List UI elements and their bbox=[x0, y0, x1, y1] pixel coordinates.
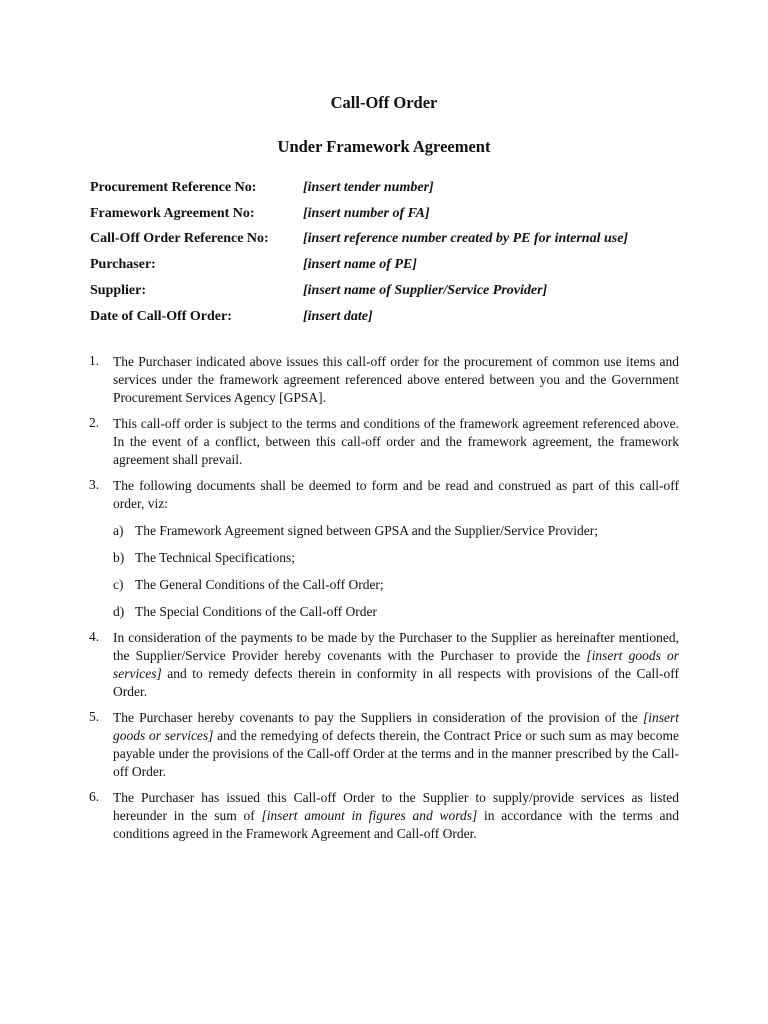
sub-item-text: The Framework Agreement signed between GPSA and the Supplier/Service Provider; bbox=[135, 523, 599, 538]
field-label: Call-Off Order Reference No: bbox=[90, 231, 269, 247]
field-label: Procurement Reference No: bbox=[90, 179, 257, 195]
clause-6 bbox=[89, 789, 679, 843]
sub-item-letter: c) bbox=[113, 577, 124, 592]
clause-text-post: and to remedy defects therein in conformity in all respects with provisions of the Call-off Order. bbox=[113, 666, 679, 699]
clause-placeholder: [insert amount in figures and words] bbox=[261, 808, 478, 823]
clause-text-pre: The Purchaser hereby covenants to pay the Suppliers in consideration of the provision of the bbox=[113, 710, 643, 725]
field-value: [insert date] bbox=[303, 308, 373, 324]
clause-4 bbox=[89, 629, 679, 701]
field-value: [insert name of Supplier/Service Provider] bbox=[303, 283, 548, 299]
clause-body bbox=[113, 477, 679, 621]
reference-fields bbox=[90, 175, 690, 330]
field-value: [insert name of PE] bbox=[303, 257, 417, 273]
clause-placeholder: [insert goods or services] bbox=[113, 648, 679, 681]
sub-item-d bbox=[113, 603, 679, 621]
field-label: Supplier: bbox=[90, 283, 147, 299]
clause-placeholder: [insert goods or services] bbox=[113, 710, 679, 743]
sub-item-text: The Technical Specifications; bbox=[135, 550, 295, 565]
field-supplier bbox=[90, 278, 690, 304]
clause-text-post: in accordance with the terms and conditions agreed in the Framework Agreement and Call-off Order. bbox=[113, 808, 679, 841]
clause-text bbox=[113, 629, 679, 701]
field-framework-agreement bbox=[90, 201, 690, 227]
clause-text-pre: In consideration of the payments to be made by the Purchaser to the Supplier as hereinafter mentioned, the Supplier/Service Provider hereby covenants with the Purchaser to provide the bbox=[113, 630, 679, 663]
clause-number: 3. bbox=[89, 477, 100, 492]
clause-text: The Purchaser indicated above issues this call-off order for the procurement of common use items and services under the framework agreement referenced above entered between you and the Government Procurement Services Agency [GPSA]. bbox=[113, 354, 679, 405]
sub-item-list bbox=[113, 522, 679, 621]
field-label: Framework Agreement No: bbox=[90, 205, 255, 221]
clause-2 bbox=[89, 415, 679, 469]
field-date bbox=[90, 304, 690, 330]
clause-text-post: and the remedying of defects therein, the Contract Price or such sum as may become payable under the provisions of the Call-off Order at the terms and in the manner prescribed by the Call-off Order. bbox=[113, 728, 679, 779]
clause-number: 4. bbox=[89, 629, 100, 644]
sub-item-text: The Special Conditions of the Call-off Order bbox=[135, 604, 377, 619]
field-label: Date of Call-Off Order: bbox=[90, 308, 232, 324]
clause-5 bbox=[89, 709, 679, 781]
document-subtitle: Under Framework Agreement bbox=[277, 137, 491, 156]
field-purchaser bbox=[90, 252, 690, 278]
sub-item-a bbox=[113, 522, 679, 540]
clause-number: 5. bbox=[89, 709, 100, 724]
clause-number: 6. bbox=[89, 789, 100, 804]
clause-list bbox=[89, 353, 679, 851]
field-value: [insert reference number created by PE for internal use] bbox=[303, 231, 629, 247]
document-title: Call-Off Order bbox=[330, 93, 438, 112]
clause-number: 1. bbox=[89, 353, 100, 368]
clause-text bbox=[113, 709, 679, 781]
sub-item-letter: d) bbox=[113, 604, 125, 619]
clause-3 bbox=[89, 477, 679, 621]
sub-item-c bbox=[113, 576, 679, 594]
sub-item-letter: b) bbox=[113, 550, 125, 565]
clause-text bbox=[113, 789, 679, 843]
clause-text-pre: The Purchaser has issued this Call-off Order to the Supplier to supply/provide services as listed hereunder in the sum of bbox=[113, 790, 679, 823]
clause-number: 2. bbox=[89, 415, 100, 430]
field-value: [insert number of FA] bbox=[303, 205, 430, 221]
sub-item-b bbox=[113, 549, 679, 567]
clause-1 bbox=[89, 353, 679, 407]
sub-item-letter: a) bbox=[113, 523, 124, 538]
clause-text: The following documents shall be deemed to form and be read and construed as part of this call-off order, viz: bbox=[113, 478, 679, 511]
clause-text: This call-off order is subject to the terms and conditions of the framework agreement referenced above. In the event of a conflict, between this call-off order and the framework agreement, the framework agreement shall prevail. bbox=[113, 416, 679, 467]
field-value: [insert tender number] bbox=[303, 179, 434, 195]
field-call-off-reference bbox=[90, 227, 690, 253]
field-label: Purchaser: bbox=[90, 257, 156, 273]
sub-item-text: The General Conditions of the Call-off Order; bbox=[135, 577, 384, 592]
field-procurement-reference bbox=[90, 175, 690, 201]
